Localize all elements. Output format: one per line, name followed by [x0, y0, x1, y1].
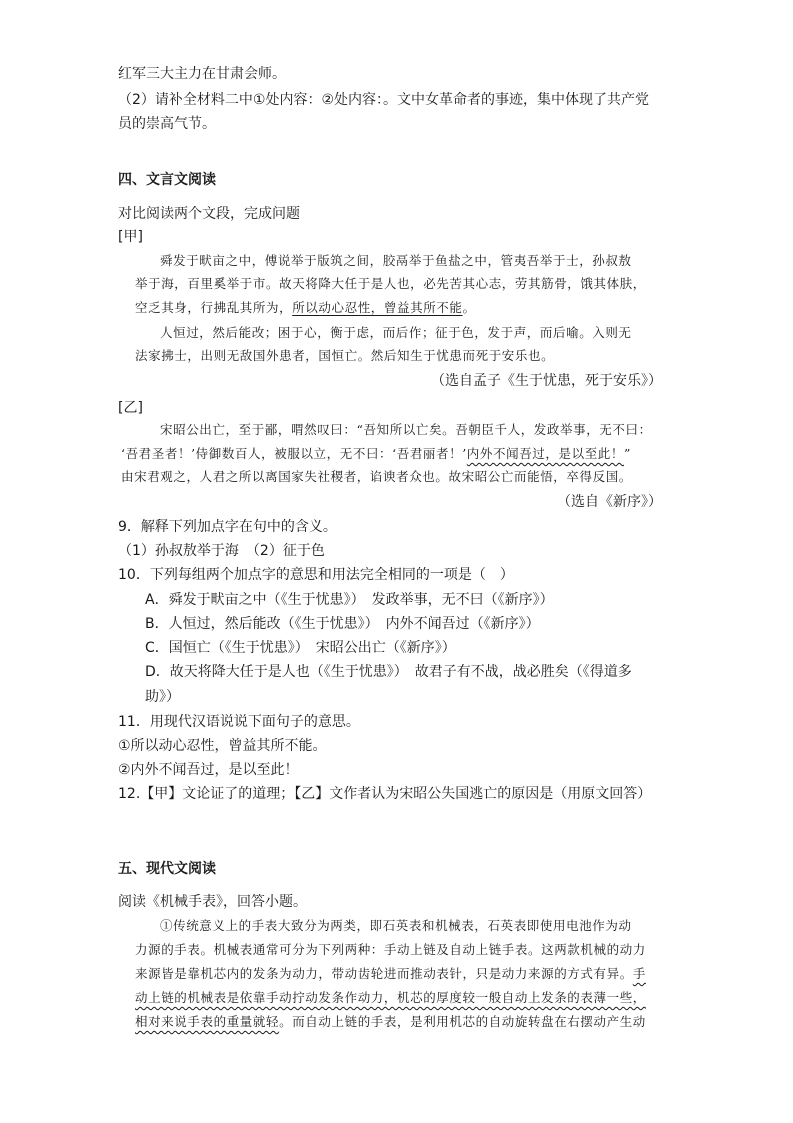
- passage-yi-line: 由宋君观之，人君之所以离国家失社稷者，谄谀者众也。故宋昭公亡而能悟，卒得反国。: [121, 469, 632, 484]
- wavy-underlined-text: 动上链的机械表是依靠手动拧动发条作动力，机芯的厚度较一般自动上发条的表薄一些，: [135, 990, 646, 1005]
- passage-jia-line: [135, 298, 476, 318]
- wavy-underlined-text: 手: [632, 966, 646, 981]
- passage-watch-line: [135, 1012, 646, 1032]
- passage-yi-label: [乙]: [118, 400, 143, 416]
- question-2-line: （2）请补全材料二中①处内容：②处内容：。文中女革命者的事迹，集中体现了共产党: [118, 92, 650, 108]
- passage-yi-text: ”: [624, 446, 631, 461]
- passage-jia-line: 舜发于畎亩之中，傅说举于版筑之间，胶鬲举于鱼盐之中，管夷吾举于士，孙叔敖: [160, 253, 632, 268]
- section-4-instruction: 对比阅读两个文段，完成问题: [118, 206, 300, 222]
- passage-jia-label: [甲]: [118, 229, 143, 245]
- wavy-underlined-text: 相对来说手表的重量就轻: [135, 1014, 280, 1029]
- section-5-heading: 五、现代文阅读: [118, 861, 216, 877]
- option-d-continued: 助》）: [145, 689, 180, 705]
- question-12-stem: 12.【甲】文论证了的道理；【乙】文作者认为宋昭公失国逃亡的原因是（用原文回答）: [118, 786, 652, 802]
- passage-jia-line: 法家拂士，出则无敌国外患者，国恒亡。然后知生于忧患而死于安乐也。: [135, 348, 555, 363]
- option-a: A．舜发于畎亩之中（《生于忧患》） 发政举事，无不曰（《新序》）: [145, 592, 554, 608]
- wavy-underlined-sentence: 内外不闻吾过，是以至此！: [466, 446, 624, 461]
- passage-yi-text: ‘吾君圣者！’侍御数百人，被服以立，无不曰：‘吾君丽者！’: [121, 446, 467, 461]
- question-10-stem: 10．下列每组两个加点字的意思和用法完全相同的一项是（ ）: [118, 567, 514, 583]
- section-4-heading: 四、文言文阅读: [118, 172, 216, 188]
- passage-yi-line: [121, 444, 631, 464]
- passage-watch-line: 力源的手表。机械表通常可分为下列两种：手动上链及自动上链手表。这两款机械的动力: [135, 942, 646, 957]
- passage-watch-text: 。而自动上链的手表，是利用机芯的自动旋转盘在右摆动产生动: [279, 1014, 646, 1029]
- question-9-stem: 9．解释下列加点字在句中的含义。: [118, 519, 337, 535]
- passage-jia-source: （选自孟子《生于忧患，死于安乐》）: [431, 373, 662, 389]
- question-11-sentence-1: ①所以动心忍性，曾益其所不能。: [118, 738, 327, 754]
- underlined-sentence: 所以动心忍性，曾益其所不能: [292, 300, 463, 315]
- passage-jia-line: 人恒过，然后能改；困于心，衡于虑，而后作；征于色，发于声，而后喻。入则无: [160, 325, 632, 340]
- question-11-sentence-2: ②内外不闻吾过，是以至此！: [118, 762, 299, 778]
- option-d: D．故天将降大任于是人也（《生于忧患》） 故君子有不战，战必胜矣（《得道多: [145, 664, 632, 680]
- question-11-stem: 11．用现代汉语说说下面句子的意思。: [118, 714, 360, 730]
- passage-yi-source: （选自《新序》）: [557, 494, 662, 510]
- question-2-line: 员的崇高气节。: [118, 116, 216, 132]
- option-c: C．国恒亡（《生于忧患》） 宋昭公出亡（《新序》）: [145, 640, 456, 656]
- passage-jia-text: 空乏其身，行拂乱其所为，: [135, 300, 293, 315]
- passage-watch-line: [135, 964, 646, 984]
- text-line: 红军三大主力在甘肃会师。: [118, 66, 286, 82]
- passage-watch-line: ①传统意义上的手表大致分为两类，即石英表和机械表，石英表即使用电池作为动: [160, 918, 632, 933]
- passage-jia-text: 。: [462, 300, 476, 315]
- passage-yi-line: 宋昭公出亡，至于鄙，喟然叹曰：“吾知所以亡矣。吾朝臣千人，发政举事，无不曰：: [160, 422, 652, 437]
- question-9-items: （1）孙叔敖举于海 （2）征于色: [118, 543, 325, 559]
- passage-watch-text: 来源皆是靠机芯内的发条为动力，带动齿轮进而推动表针，只是动力来源的方式有异。: [135, 966, 633, 981]
- section-5-instruction: 阅读《机械手表》，回答小题。: [118, 894, 307, 910]
- option-b: B．人恒过，然后能改（《生于忧患》） 内外不闻吾过（《新序》）: [145, 616, 540, 632]
- passage-jia-line: 举于海，百里奚举于市。故天将降大任于是人也，必先苦其心志，劳其筋骨，饿其体肤，: [135, 276, 646, 291]
